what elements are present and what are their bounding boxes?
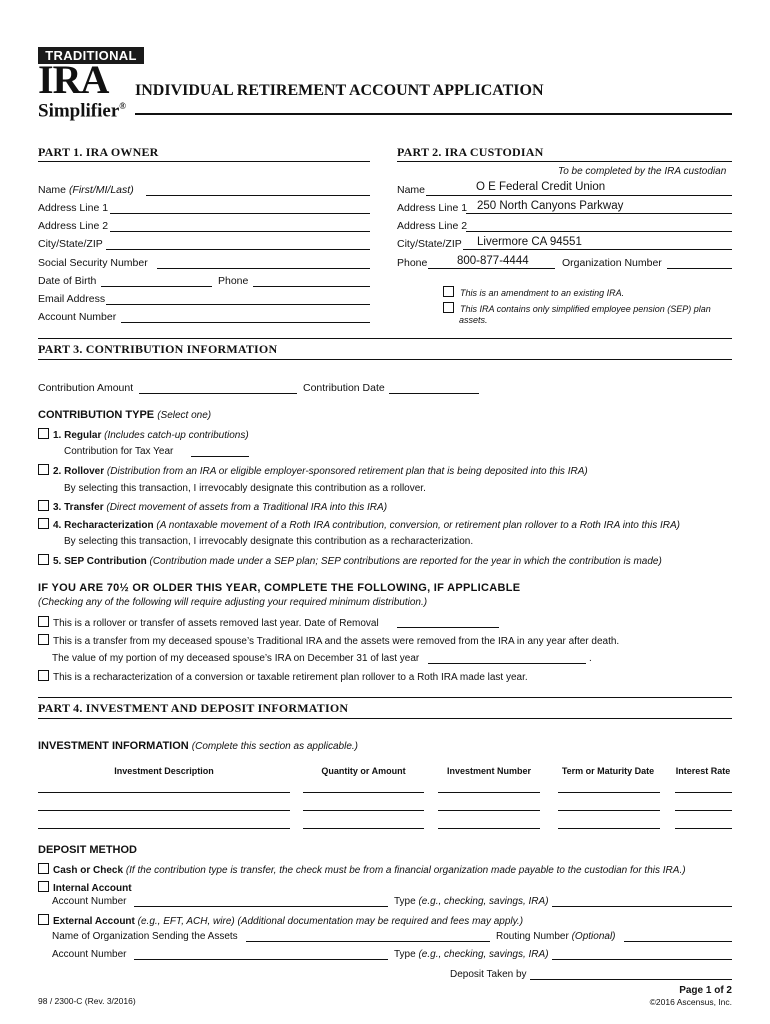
deposit-heading: DEPOSIT METHOD [38, 844, 138, 856]
title-rule [135, 113, 732, 115]
investment-cell[interactable] [438, 828, 540, 829]
internal-account-number-field[interactable] [134, 906, 388, 907]
part4-rule-top [38, 697, 732, 698]
owner-name-field[interactable] [146, 195, 370, 196]
transfer-option[interactable]: 3. Transfer (Direct movement of assets from a Traditional IRA into this IRA) [38, 500, 387, 513]
investment-cell[interactable] [38, 792, 290, 793]
owner-address1-field[interactable] [110, 213, 370, 214]
col-investment-number: Investment Number [446, 766, 532, 776]
regular-option[interactable]: 1. Regular (Includes catch-up contributions) [38, 428, 249, 441]
part1-heading: PART 1. IRA OWNER [38, 145, 159, 159]
internal-account-number-label: Account Number [52, 896, 127, 907]
owner-phone-label: Phone [218, 275, 249, 287]
form-id: 98 / 2300-C (Rev. 3/2016) [38, 996, 136, 1006]
age-option-3-checkbox[interactable] [38, 670, 49, 681]
age-heading: IF YOU ARE 70½ OR OLDER THIS YEAR, COMPLETE THE FOLLOWING, IF APPLICABLE [38, 582, 521, 594]
deposit-taken-field[interactable] [530, 979, 732, 980]
custodian-org-label: Organization Number [562, 257, 662, 269]
page-number: Page 1 of 2 [679, 985, 732, 996]
external-type-label: Type (e.g., checking, savings, IRA) [394, 949, 549, 960]
investment-cell[interactable] [438, 792, 540, 793]
owner-phone-field[interactable] [253, 286, 370, 287]
investment-cell[interactable] [38, 810, 290, 811]
external-account-number-field[interactable] [134, 959, 388, 960]
custodian-phone-value: 800-877-4444 [457, 255, 529, 267]
transfer-checkbox[interactable] [38, 500, 49, 511]
copyright: ©2016 Ascensus, Inc. [649, 997, 732, 1007]
owner-ssn-label: Social Security Number [38, 257, 148, 269]
org-sending-label: Name of Organization Sending the Assets [52, 931, 238, 942]
investment-cell[interactable] [675, 792, 732, 793]
rollover-note: By selecting this transaction, I irrevocably designate this contribution as a rollover. [64, 483, 426, 494]
internal-type-field[interactable] [552, 906, 732, 907]
col-quantity-amount: Quantity or Amount [321, 766, 406, 776]
contribution-date-field[interactable] [389, 393, 479, 394]
logo-simplifier: Simplifier® [38, 100, 127, 122]
owner-dob-label: Date of Birth [38, 275, 97, 287]
owner-email-field[interactable] [106, 304, 370, 305]
investment-cell[interactable] [303, 792, 424, 793]
external-account-number-label: Account Number [52, 949, 127, 960]
investment-cell[interactable] [438, 810, 540, 811]
custodian-phone-label: Phone [397, 257, 428, 269]
tax-year-label: Contribution for Tax Year [64, 446, 174, 457]
owner-city-label: City/State/ZIP [38, 238, 103, 250]
custodian-name-field[interactable] [426, 195, 732, 196]
logo-badge: TRADITIONAL [38, 47, 144, 64]
org-sending-field[interactable] [246, 941, 490, 942]
sep-option-line2: assets. [459, 315, 488, 325]
sep-contribution-option[interactable]: 5. SEP Contribution (Contribution made under a SEP plan; SEP contributions are reported for the year in which the contribution is made) [38, 554, 662, 567]
part1-rule [38, 161, 370, 162]
part3-rule-top [38, 338, 732, 339]
regular-checkbox[interactable] [38, 428, 49, 439]
investment-cell[interactable] [38, 828, 290, 829]
investment-cell[interactable] [675, 828, 732, 829]
page-title: INDIVIDUAL RETIREMENT ACCOUNT APPLICATION [135, 82, 544, 99]
age-option-1[interactable]: This is a rollover or transfer of assets removed last year. Date of Removal [38, 616, 379, 629]
tax-year-field[interactable] [191, 456, 249, 457]
custodian-city-value: Livermore CA 94551 [477, 236, 582, 248]
custodian-note: To be completed by the IRA custodian [558, 166, 727, 177]
external-type-field[interactable] [552, 959, 732, 960]
external-account-checkbox[interactable] [38, 914, 49, 925]
investment-cell[interactable] [558, 810, 660, 811]
part3-heading: PART 3. CONTRIBUTION INFORMATION [38, 342, 278, 356]
custodian-address2-label: Address Line 2 [397, 220, 468, 232]
custodian-address1-value: 250 North Canyons Parkway [477, 200, 624, 212]
recharacterization-checkbox[interactable] [38, 518, 49, 529]
investment-heading: INVESTMENT INFORMATION (Complete this section as applicable.) [38, 740, 358, 752]
routing-label: Routing Number (Optional) [496, 931, 616, 942]
col-term-maturity: Term or Maturity Date [561, 766, 655, 776]
owner-address1-label: Address Line 1 [38, 202, 109, 214]
rollover-checkbox[interactable] [38, 464, 49, 475]
external-account-option[interactable]: External Account (e.g., EFT, ACH, wire) (Additional documentation may be required and fees may apply.) [38, 914, 523, 927]
owner-dob-field[interactable] [101, 286, 212, 287]
part2-rule [397, 161, 732, 162]
owner-email-label: Email Address [38, 293, 106, 305]
custodian-name-value: O E Federal Credit Union [476, 181, 606, 193]
owner-address2-field[interactable] [110, 231, 370, 232]
spouse-ira-period: . [589, 653, 592, 664]
col-interest-rate: Interest Rate [675, 766, 731, 776]
part4-heading: PART 4. INVESTMENT AND DEPOSIT INFORMATION [38, 701, 349, 715]
owner-address2-label: Address Line 2 [38, 220, 109, 232]
spouse-ira-value-label: The value of my portion of my deceased spouse’s IRA on December 31 of last year [52, 653, 420, 664]
custodian-city-field[interactable] [463, 249, 732, 250]
cash-check-checkbox[interactable] [38, 863, 49, 874]
date-of-removal-field[interactable] [397, 627, 499, 628]
internal-account-checkbox[interactable] [38, 881, 49, 892]
investment-cell[interactable] [675, 810, 732, 811]
deposit-taken-label: Deposit Taken by [450, 969, 527, 980]
custodian-phone-field[interactable] [428, 268, 555, 269]
investment-cell[interactable] [303, 828, 424, 829]
owner-ssn-field[interactable] [157, 268, 370, 269]
owner-city-field[interactable] [106, 249, 370, 250]
custodian-org-field[interactable] [667, 268, 732, 269]
investment-cell[interactable] [558, 828, 660, 829]
investment-cell[interactable] [558, 792, 660, 793]
sep-checkbox[interactable] [443, 302, 454, 313]
recharacterization-note: By selecting this transaction, I irrevocably designate this contribution as a recharacterization. [64, 536, 474, 547]
custodian-address2-field[interactable] [466, 231, 732, 232]
age-option-2[interactable]: This is a transfer from my deceased spouse’s Traditional IRA and the assets were removed from the IRA in any year after death. [38, 634, 619, 647]
sep-contribution-checkbox[interactable] [38, 554, 49, 565]
recharacterization-option[interactable]: 4. Recharacterization (A nontaxable movement of a Roth IRA contribution, conversion, or retirement plan rollover to a Roth IRA into this IRA) [38, 518, 680, 531]
amendment-checkbox[interactable] [443, 286, 454, 297]
contribution-amount-label: Contribution Amount [38, 382, 134, 394]
custodian-city-label: City/State/ZIP [397, 238, 462, 250]
custodian-address1-field[interactable] [466, 213, 732, 214]
age-option-1-checkbox[interactable] [38, 616, 49, 627]
custodian-address1-label: Address Line 1 [397, 202, 468, 214]
rollover-option[interactable]: 2. Rollover (Distribution from an IRA or eligible employer-sponsored retirement plan that is being deposited into this IRA) [38, 464, 588, 477]
custodian-name-label: Name [397, 184, 426, 196]
owner-name-label: Name (First/MI/Last) [38, 184, 134, 196]
owner-account-field[interactable] [121, 322, 370, 323]
part3-rule [38, 359, 732, 360]
internal-type-label: Type (e.g., checking, savings, IRA) [394, 896, 549, 907]
contribution-amount-field[interactable] [139, 393, 297, 394]
cash-check-option[interactable]: Cash or Check (If the contribution type is transfer, the check must be from a financial organization made payable to the custodian for this IRA.) [38, 863, 686, 876]
logo-ira: IRA [38, 57, 109, 102]
part2-heading: PART 2. IRA CUSTODIAN [397, 145, 544, 159]
age-option-3[interactable]: This is a recharacterization of a conversion or taxable retirement plan rollover to a Roth IRA made last year. [38, 670, 528, 683]
contribution-date-label: Contribution Date [303, 382, 385, 394]
investment-cell[interactable] [303, 810, 424, 811]
amendment-option[interactable]: This is an amendment to an existing IRA. [443, 286, 624, 298]
age-note: (Checking any of the following will require adjusting your required minimum distribution.) [38, 597, 428, 608]
routing-field[interactable] [624, 941, 732, 942]
spouse-ira-value-field[interactable] [428, 663, 586, 664]
col-investment-description: Investment Description [114, 766, 214, 776]
age-option-2-checkbox[interactable] [38, 634, 49, 645]
owner-account-label: Account Number [38, 311, 117, 323]
sep-option[interactable]: This IRA contains only simplified employee pension (SEP) plan [443, 302, 711, 314]
part4-rule [38, 718, 732, 719]
contribution-type-heading: CONTRIBUTION TYPE (Select one) [38, 409, 212, 421]
internal-account-option[interactable]: Internal Account [38, 881, 132, 894]
